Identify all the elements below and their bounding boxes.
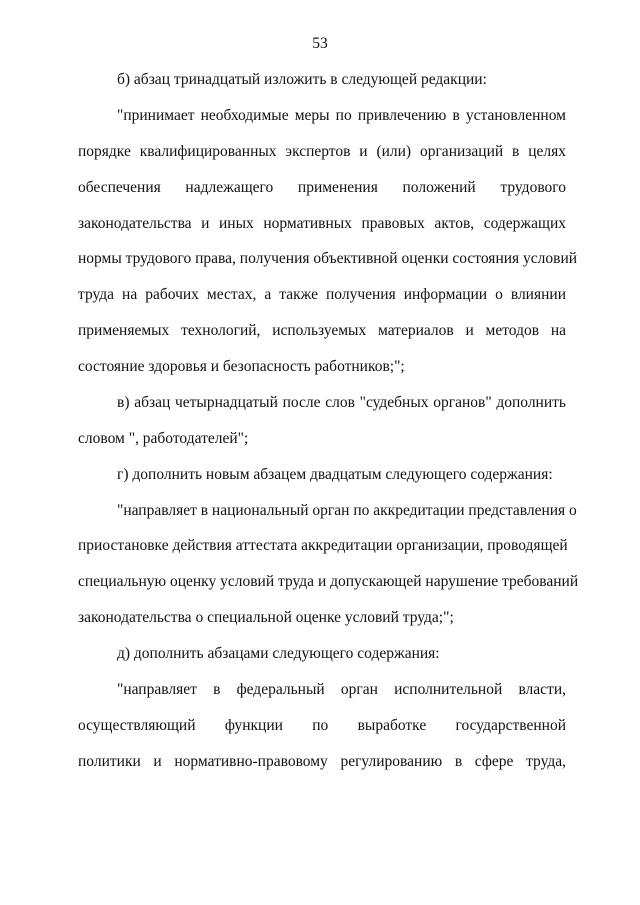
text-line: специальную оценку условий труда и допускающей нарушение требований bbox=[78, 573, 579, 590]
text-line: труда на рабочих местах, а также получения информации о влиянии bbox=[78, 286, 566, 303]
text-line: приостановке действия аттестата аккредитации организации, проводящей bbox=[78, 537, 568, 554]
text-line: обеспечения надлежащего применения положений трудового bbox=[78, 179, 566, 196]
page-number: 53 bbox=[312, 35, 328, 52]
text-line: применяемых технологий, используемых материалов и методов на bbox=[78, 322, 566, 339]
text-line: д) дополнить абзацами следующего содержания: bbox=[117, 645, 440, 662]
text-line: "направляет в национальный орган по аккредитации представления о bbox=[117, 502, 577, 519]
text-line: г) дополнить новым абзацем двадцатым следующего содержания: bbox=[117, 466, 553, 483]
text-line: порядке квалифицированных экспертов и (или) организаций в целях bbox=[78, 143, 566, 160]
text-line: в) абзац четырнадцатый после слов "судебных органов" дополнить bbox=[117, 394, 566, 411]
text-line: законодательства и иных нормативных правовых актов, содержащих bbox=[78, 215, 566, 232]
text-line: состояние здоровья и безопасность работников;"; bbox=[78, 358, 405, 375]
text-line: законодательства о специальной оценке условий труда;"; bbox=[78, 609, 454, 626]
text-line: "принимает необходимые меры по привлечению в установленном bbox=[117, 107, 566, 124]
text-line: словом ", работодателей"; bbox=[78, 430, 249, 447]
text-line: осуществляющий функции по выработке государственной bbox=[78, 717, 566, 734]
text-line: "направляет в федеральный орган исполнительной власти, bbox=[117, 681, 566, 698]
text-line: политики и нормативно-правовому регулированию в сфере труда, bbox=[78, 753, 566, 770]
text-line: нормы трудового права, получения объективной оценки состояния условий bbox=[78, 250, 578, 267]
text-line: б) абзац тринадцатый изложить в следующей редакции: bbox=[117, 71, 487, 88]
